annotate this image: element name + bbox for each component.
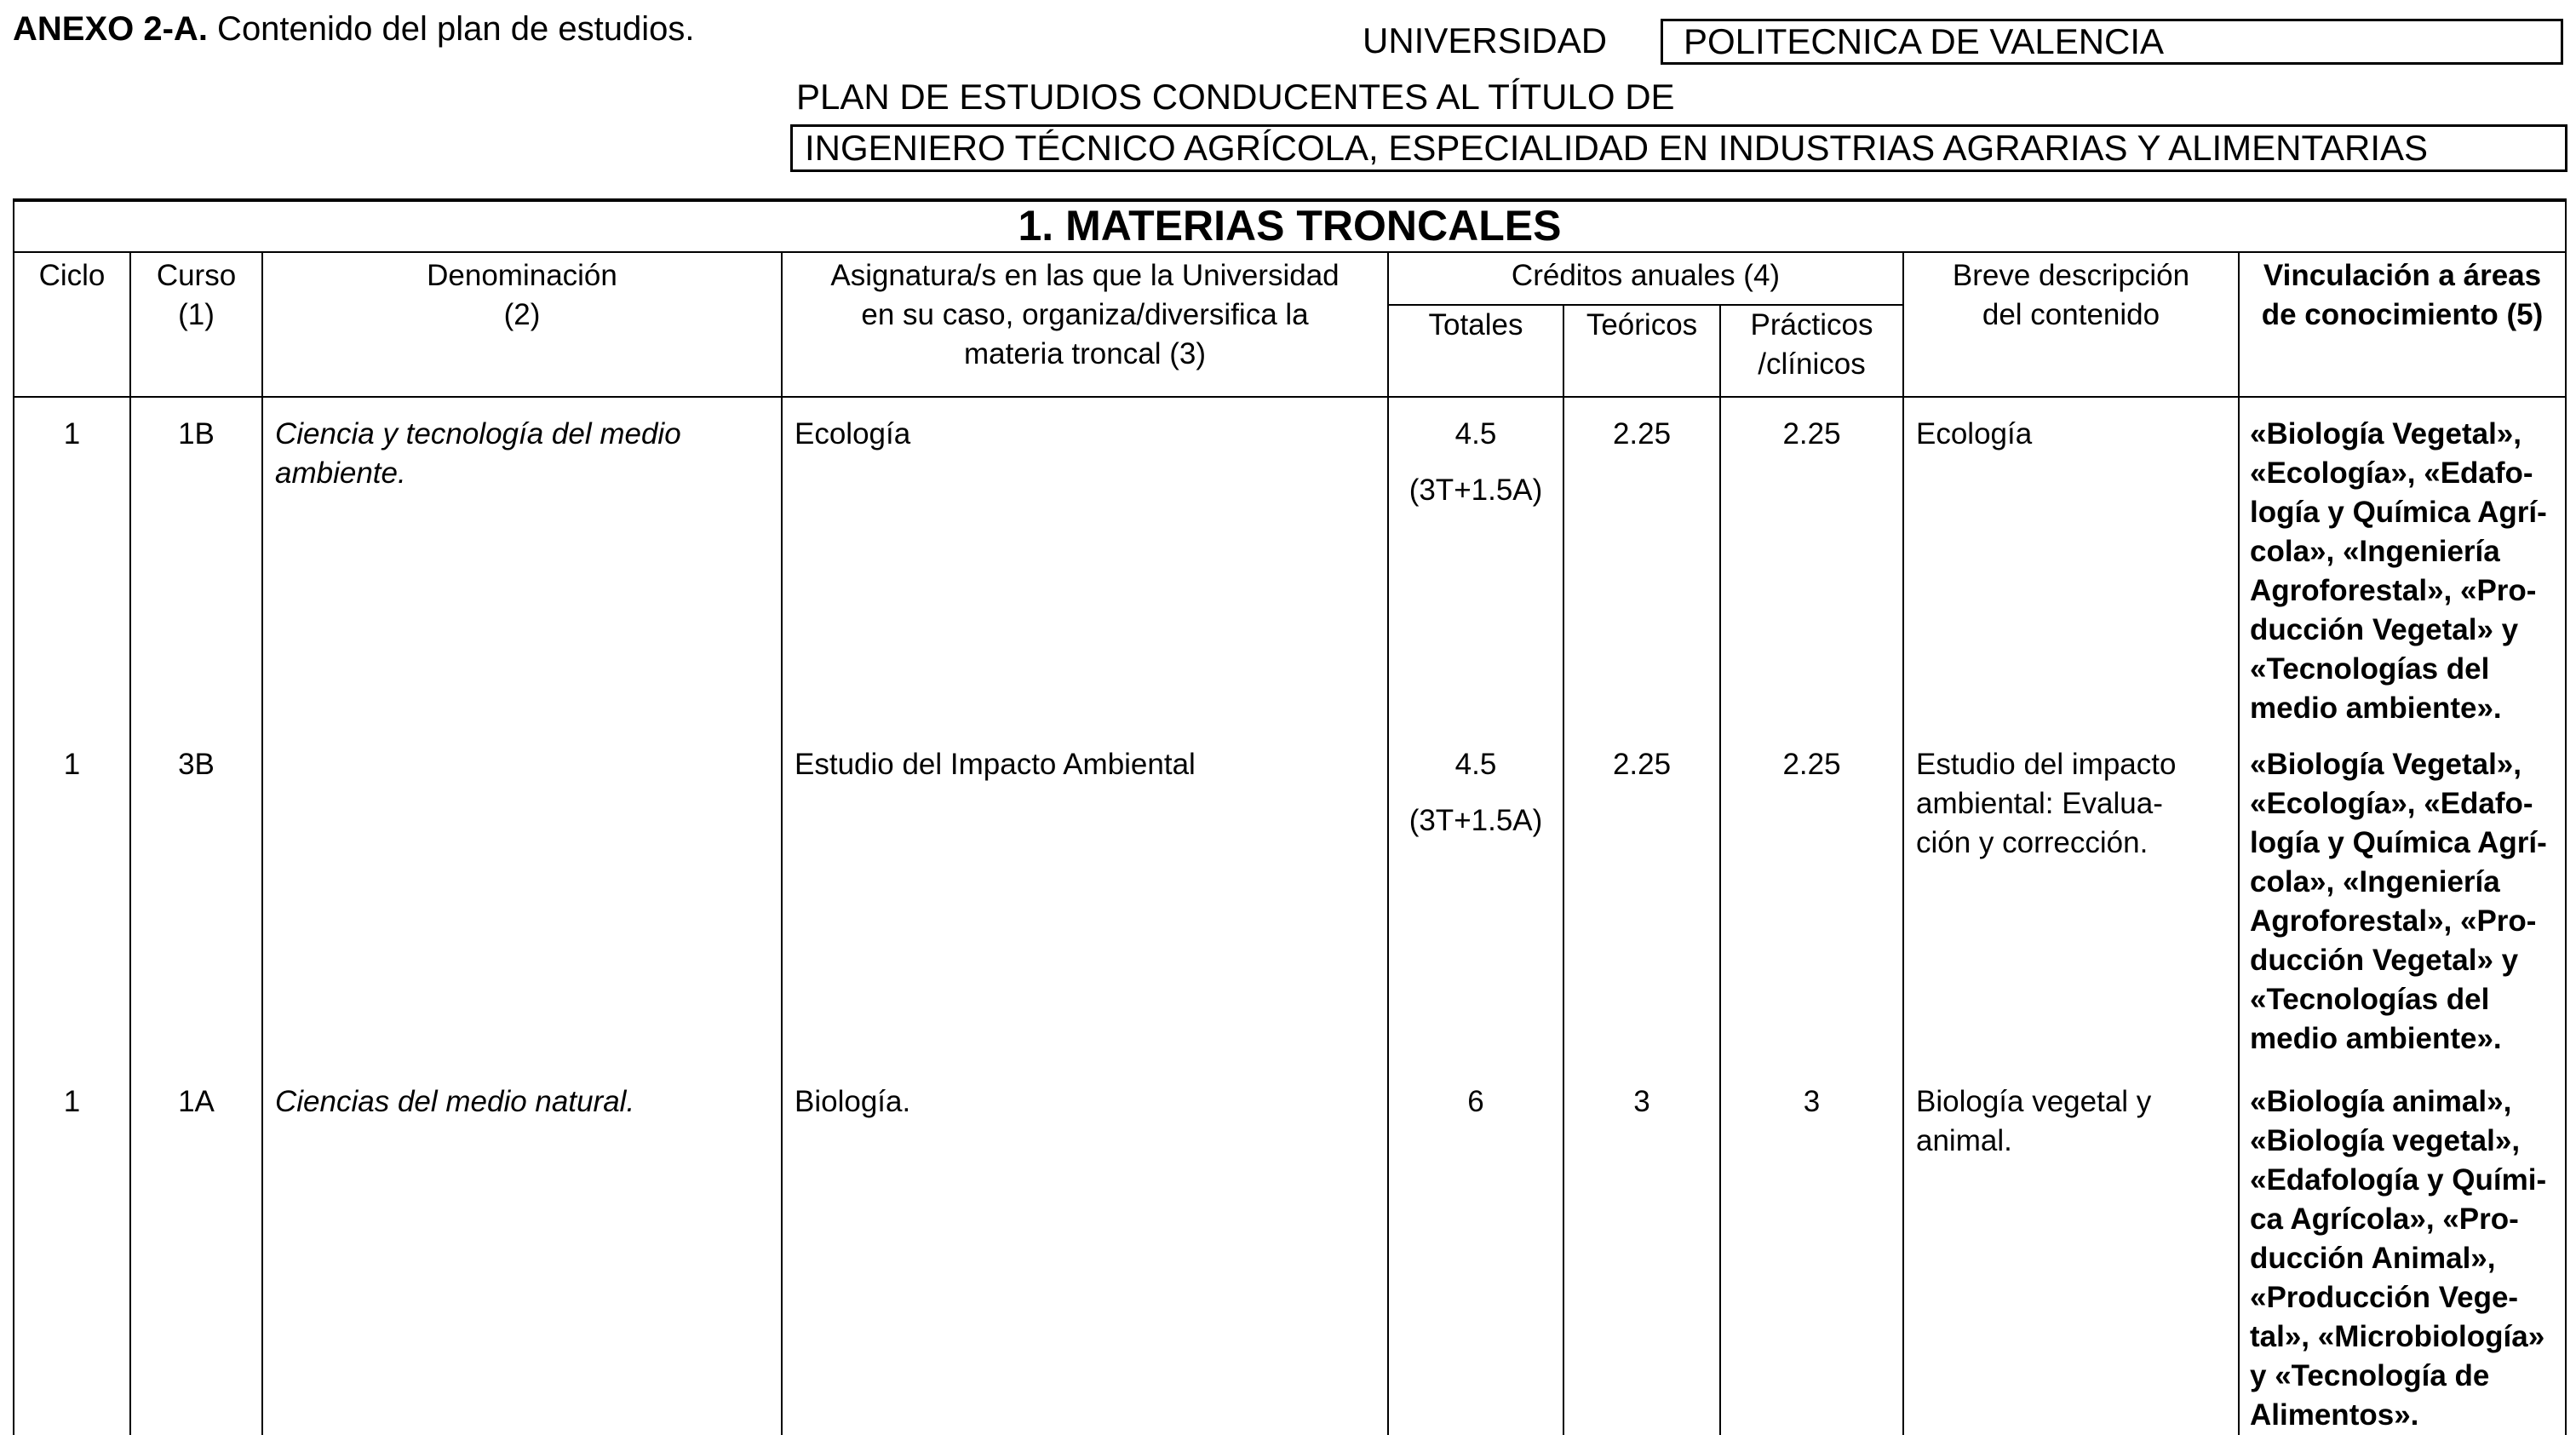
col-header-ciclo: Ciclo — [14, 252, 130, 397]
table-row — [14, 397, 2566, 728]
cell-totales: 4.5 — [1454, 417, 1497, 451]
cell-practicos: 2.25 — [1782, 748, 1841, 781]
cell-descripcion: Estudio del impacto ambiental: Evalua- ción y corrección. — [1916, 748, 2177, 859]
cell-practicos: 2.25 — [1782, 417, 1841, 451]
cell-denominacion: Ciencias del medio natural. — [275, 1085, 635, 1118]
col-header-practicos: Prácticos /clínicos — [1720, 305, 1903, 397]
university-name-box: POLITECNICA DE VALENCIA — [1661, 19, 2563, 65]
col-header-creditos: Créditos anuales (4) — [1388, 252, 1903, 305]
cell-curso: 3B — [178, 748, 215, 781]
table-row — [14, 728, 2566, 1065]
cell-totales-detail: (3T+1.5A) — [1408, 804, 1543, 837]
cell-asignatura: Estudio del Impacto Ambiental — [795, 748, 1196, 781]
col-header-vinculacion: Vinculación a áreas de conocimiento (5) — [2239, 252, 2566, 397]
section-title: 1. MATERIAS TRONCALES — [14, 200, 2566, 252]
col-header-denominacion: Denominación (2) — [262, 252, 782, 397]
cell-practicos: 3 — [1803, 1085, 1821, 1118]
cell-ciclo: 1 — [63, 748, 81, 781]
cell-vinculacion: «Biología Vegetal», «Ecología», «Edafo- logía y Química Agrí- cola», «Ingeniería Agroforestal», «Pro- ducción Vegetal» y «Tecnologías del medio ambiente». — [2250, 417, 2547, 725]
col-header-descripcion: Breve descripción del contenido — [1903, 252, 2239, 397]
cell-totales-detail: (3T+1.5A) — [1408, 474, 1543, 507]
cell-teoricos: 3 — [1633, 1085, 1650, 1118]
cell-teoricos: 2.25 — [1612, 417, 1672, 451]
cell-vinculacion: «Biología Vegetal», «Ecología», «Edafo- logía y Química Agrí- cola», «Ingeniería Agroforestal», «Pro- ducción Vegetal» y «Tecnologías del medio ambiente». — [2250, 748, 2547, 1055]
cell-asignatura: Ecología — [795, 417, 911, 451]
cell-curso: 1A — [178, 1085, 215, 1118]
table-row — [14, 1065, 2566, 1435]
col-header-teoricos: Teóricos — [1563, 305, 1720, 397]
plan-title: PLAN DE ESTUDIOS CONDUCENTES AL TÍTULO DE — [796, 77, 1675, 117]
cell-ciclo: 1 — [63, 1085, 81, 1118]
university-label: UNIVERSIDAD — [1363, 20, 1608, 60]
cell-denominacion: Ciencia y tecnología del medio ambiente. — [275, 417, 681, 490]
cell-ciclo: 1 — [63, 417, 81, 451]
annex-text: Contenido del plan de estudios. — [207, 10, 695, 48]
troncales-table — [13, 198, 2567, 1435]
cell-descripcion: Ecología — [1916, 417, 2033, 451]
cell-totales: 6 — [1467, 1085, 1484, 1118]
cell-denominacion — [275, 728, 781, 745]
col-header-totales: Totales — [1388, 305, 1563, 397]
col-header-curso: Curso (1) — [130, 252, 262, 397]
col-header-asignaturas: Asignatura/s en las que la Universidad en su caso, organiza/diversifica la materia troncal (3) — [782, 252, 1388, 397]
cell-teoricos: 2.25 — [1612, 748, 1672, 781]
annex-title — [13, 10, 694, 49]
annex-label: ANEXO 2-A. — [13, 10, 208, 48]
cell-vinculacion: «Biología animal», «Biología vegetal», «Edafología y Quími- ca Agrícola», «Pro- ducción Animal», «Producción Vege- tal», «Microbiología» y «Tecnología de Alimentos». — [2250, 1085, 2547, 1432]
degree-title-box: INGENIERO TÉCNICO AGRÍCOLA, ESPECIALIDAD EN INDUSTRIAS AGRARIAS Y ALIMENTARIAS — [790, 124, 2567, 172]
cell-descripcion: Biología vegetal y animal. — [1916, 1085, 2152, 1157]
cell-asignatura: Biología. — [795, 1085, 911, 1118]
cell-curso: 1B — [178, 417, 215, 451]
cell-totales: 4.5 — [1454, 748, 1497, 781]
